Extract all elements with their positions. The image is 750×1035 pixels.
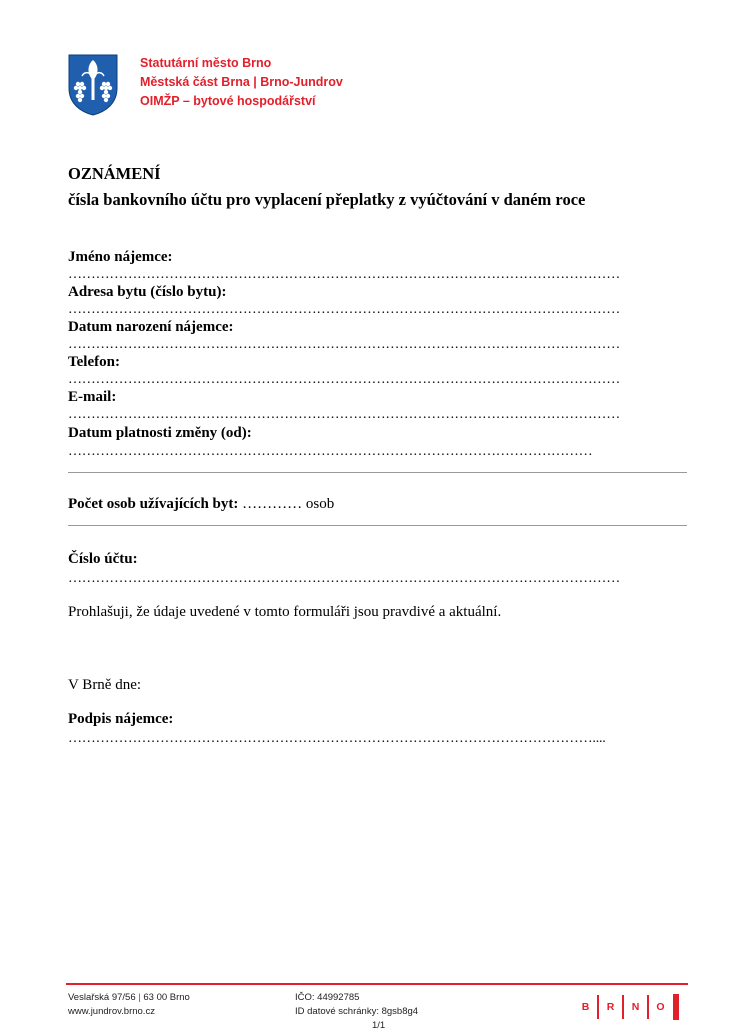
persons-row xyxy=(68,496,334,513)
field-label-birth-date: Datum narození nájemce: xyxy=(68,319,234,335)
footer-street: Veslařská 97/56 xyxy=(68,992,136,1003)
brno-logo-letter: R xyxy=(606,1001,615,1013)
footer-divider xyxy=(66,983,688,985)
field-dots-address[interactable]: ………………………………………………………………………………………………………… xyxy=(68,302,621,317)
brno-logo-letter: O xyxy=(656,1001,665,1013)
field-label-tenant-name: Jméno nájemce: xyxy=(68,249,173,265)
declaration-text: Prohlašuji, že údaje uvedené v tomto formuláři jsou pravdivé a aktuální. xyxy=(68,604,502,620)
field-label-email: E-mail: xyxy=(68,389,117,405)
field-dots-tenant-name[interactable]: ………………………………………………………………………………………………………… xyxy=(68,267,621,282)
field-dots-phone[interactable]: ………………………………………………………………………………………………………… xyxy=(68,372,621,387)
document-subtitle: čísla bankovního účtu pro vyplacení přeplatky z vyúčtování v daném roce xyxy=(68,190,586,209)
field-dots-change-date[interactable]: …………………………………………………………………………………………………… xyxy=(68,444,593,459)
city-crest-icon xyxy=(68,54,118,116)
place-date-label: V Brně dne: xyxy=(68,677,142,693)
section-divider xyxy=(68,525,687,526)
footer-address-separator: | xyxy=(138,992,141,1003)
brno-logo xyxy=(577,994,689,1020)
account-dots[interactable]: ………………………………………………………………………………………………………… xyxy=(68,571,621,586)
org-name-department: OIMŽP – bytové hospodářství xyxy=(140,94,316,108)
field-label-phone: Telefon: xyxy=(68,354,120,370)
brno-logo-separator xyxy=(622,995,624,1019)
signature-label: Podpis nájemce: xyxy=(68,711,174,727)
brno-logo-letter: N xyxy=(631,1001,640,1013)
persons-dots[interactable]: ………… xyxy=(242,496,303,512)
footer-address xyxy=(68,992,190,1003)
brno-logo-letter: B xyxy=(581,1001,590,1013)
field-dots-birth-date[interactable]: ………………………………………………………………………………………………………… xyxy=(68,337,621,352)
brno-logo-separator xyxy=(647,995,649,1019)
footer-ico: IČO: 44992785 xyxy=(295,992,360,1003)
signature-dots[interactable]: …………………………………………………………………………………………………….... xyxy=(68,731,606,746)
org-name-district: Městská část Brna | Brno-Jundrov xyxy=(140,75,343,89)
persons-unit: osob xyxy=(305,496,335,512)
section-divider xyxy=(68,472,687,473)
persons-label: Počet osob užívajících byt: xyxy=(68,496,239,512)
document-title: OZNÁMENÍ xyxy=(68,164,161,183)
field-dots-email[interactable]: ………………………………………………………………………………………………………… xyxy=(68,407,621,422)
brno-logo-bar xyxy=(673,994,679,1020)
brno-logo-separator xyxy=(597,995,599,1019)
footer-web-link[interactable]: www.jundrov.brno.cz xyxy=(68,1006,155,1017)
page-number: 1/1 xyxy=(372,1020,386,1031)
org-name-city: Statutární město Brno xyxy=(140,56,272,70)
field-label-address: Adresa bytu (číslo bytu): xyxy=(68,284,227,300)
account-label: Číslo účtu: xyxy=(68,551,138,567)
field-label-change-date: Datum platnosti změny (od): xyxy=(68,425,252,441)
footer-databox: ID datové schránky: 8gsb8g4 xyxy=(295,1006,419,1017)
footer-city: 63 00 Brno xyxy=(143,992,190,1003)
